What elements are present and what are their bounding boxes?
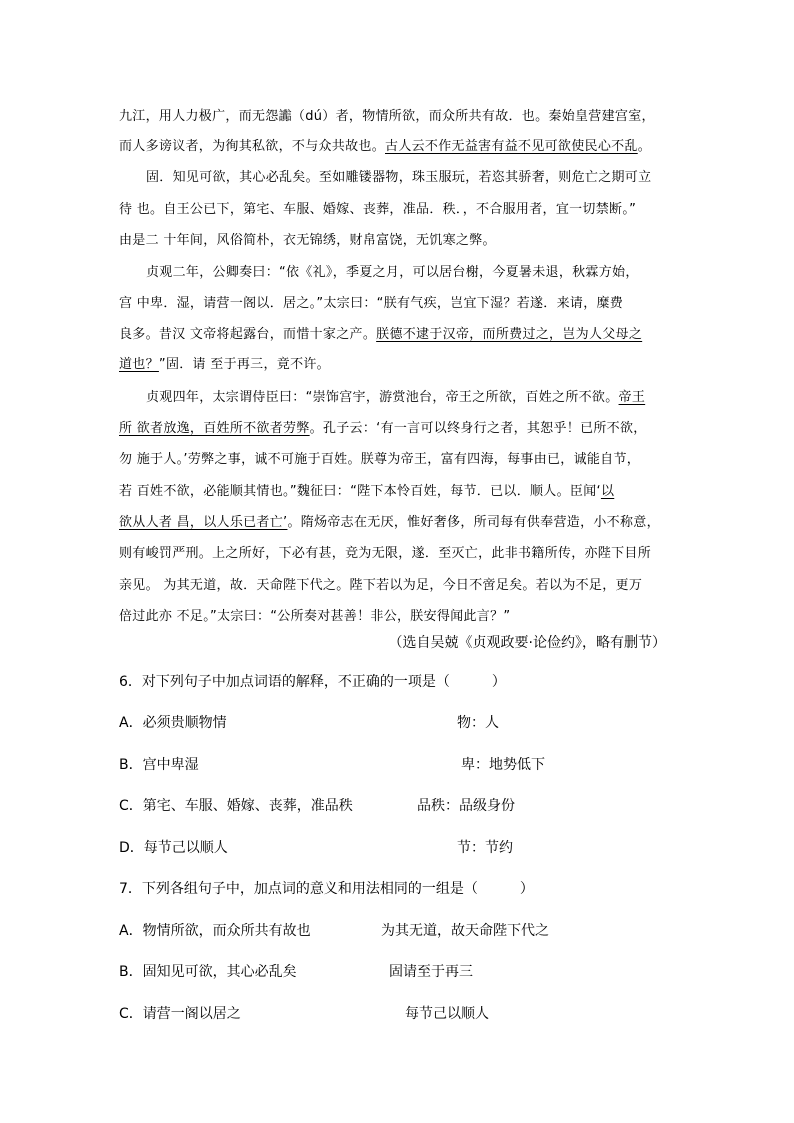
underlined-sentence: 以	[600, 484, 615, 499]
passage-line-5	[119, 229, 496, 248]
question-6-option-b: B．宫中卑湿	[119, 757, 199, 773]
question-6-option-b-gloss: 卑：地势低下	[461, 757, 545, 773]
passage-line-14	[119, 511, 660, 530]
passage-line-1	[119, 105, 655, 124]
question-7-option-a-pair: 为其无道，故天命陛下代之	[381, 923, 549, 939]
passage-line-17	[119, 605, 510, 624]
passage-line-4	[119, 198, 636, 217]
passage-text: 勿 施于人。’劳弊之事，诚不可施于百姓。朕尊为帝王，富有四海，每事由已，诚能自节，	[119, 452, 641, 467]
question-6-option-d: D．每节己以顺人	[119, 840, 228, 856]
question-6-option-a-gloss: 物：人	[457, 715, 499, 731]
passage-line-2	[119, 135, 651, 154]
question-7-option-a: A．物情所欲，而众所共有故也	[119, 923, 311, 939]
passage-text: 亲见。 为其无道，故．天命陛下代之。陛下若以为足，今日不啻足矣。若以为不足，更万	[119, 578, 643, 593]
passage-source: （选自吴兢《贞观政要·论俭约》，略有删节）	[388, 635, 666, 651]
passage-text: 待 也。自王公已下，第宅、车服、婚嫁、丧葬，准品．秩．，不合服用者，宜一切禁断。”	[119, 202, 637, 217]
passage-line-12	[119, 448, 640, 467]
question-6-option-d-gloss: 节：节约	[457, 840, 513, 856]
passage-line-9	[119, 353, 330, 372]
underlined-sentence: 欲从人者 昌，以人乐已者亡’	[119, 515, 288, 530]
passage-text: 宫 中卑．湿，请营一阁以．居之。”太宗曰：“朕有气疾，岂宜下湿？若遂．来请，糜费	[119, 296, 624, 311]
passage-text: 贞观四年，太宗谓侍臣曰：“崇饰宫宇，游赏池台，帝王之所欲，百姓之所不欲。	[146, 390, 619, 405]
question-7-option-c: C．请营一阁以居之	[119, 1006, 241, 1022]
passage-line-8	[119, 323, 642, 342]
passage-text: 若 百姓不欲，必能顺其情也。”魏征曰：“陛下本怜百姓，每节．已以．顺人。臣闻‘	[119, 484, 601, 499]
passage-text: ”固．请 至于再三，竟不许。	[158, 357, 330, 372]
passage-text: 固．知见可欲，其心必乱矣。至如雕镂器物，珠玉服玩，若恣其骄奢，则危亡之期可立	[146, 170, 652, 185]
passage-text: 则有峻罚严刑。上之所好，下必有甚，竞为无限，遂．至灭亡，此非书籍所传，亦陛下目所	[119, 546, 652, 561]
passage-text: 倍过此亦 不足。”太宗曰：“公所奏对甚善！非公，朕安得闻此言？”	[119, 609, 511, 624]
passage-line-16	[119, 574, 642, 593]
question-6-option-a: A．必须贵顺物情	[119, 715, 227, 731]
question-7-option-c-pair: 每节己以顺人	[405, 1006, 489, 1022]
passage-text: 九江，用人力极广，而无怨讟（dú）者，物情所欲，而众所共有故．也。秦始皇营建宫室，	[119, 109, 655, 124]
passage-line-7	[119, 292, 623, 311]
passage-text: 。隋炀帝志在无厌，惟好奢侈，所司每有供奉营造，小不称意，	[287, 515, 660, 530]
question-6-stem: 6．对下列句子中加点词语的解释，不正确的一项是（ ）	[119, 674, 506, 690]
passage-text: 由是二 十年间，风俗简朴，衣无锦绣，财帛富饶，无饥寒之弊。	[119, 233, 496, 248]
underlined-sentence: 帝王	[618, 390, 646, 405]
question-7-stem: 7．下列各组句子中，加点词的意义和用法相同的一组是（ ）	[119, 881, 534, 897]
question-7-option-b: B．固知见可欲，其心必乱矣	[119, 964, 297, 980]
question-6-option-c-gloss: 品秩：品级身份	[417, 798, 515, 814]
passage-text: 。	[637, 139, 652, 154]
passage-text: 而人多谤议者，为徇其私欲，不与众共故也。	[119, 139, 386, 154]
passage-line-15	[119, 542, 651, 561]
passage-line-6	[146, 261, 639, 280]
passage-line-3	[146, 166, 651, 185]
underlined-sentence: 道也？	[119, 357, 159, 372]
underlined-sentence: 古人云不作无益害有益不见可欲使民心不乱	[385, 139, 638, 154]
passage-line-10	[146, 386, 645, 405]
underlined-sentence: 所 欲者放逸，百姓所不欲者劳弊	[119, 421, 310, 436]
passage-text: 。孔子云：‘有一言可以终身行之者，其恕乎！已所不欲，	[309, 421, 647, 436]
passage-line-11	[119, 417, 647, 436]
passage-text: 良多。昔汉 文帝将起露台，而惜十家之产。	[119, 327, 377, 342]
passage-text: 贞观二年，公卿奏曰：“依《礼》，季夏之月，可以居台榭，今夏暑未退，秋霖方始，	[146, 265, 639, 280]
passage-line-13	[119, 480, 614, 499]
underlined-sentence: 朕德不逮于汉帝，而所费过之，岂为人父母之	[376, 327, 643, 342]
question-6-option-c: C．第宅、车服、婚嫁、丧葬，准品秩	[119, 798, 353, 814]
question-7-option-b-pair: 固请至于再三	[389, 964, 473, 980]
